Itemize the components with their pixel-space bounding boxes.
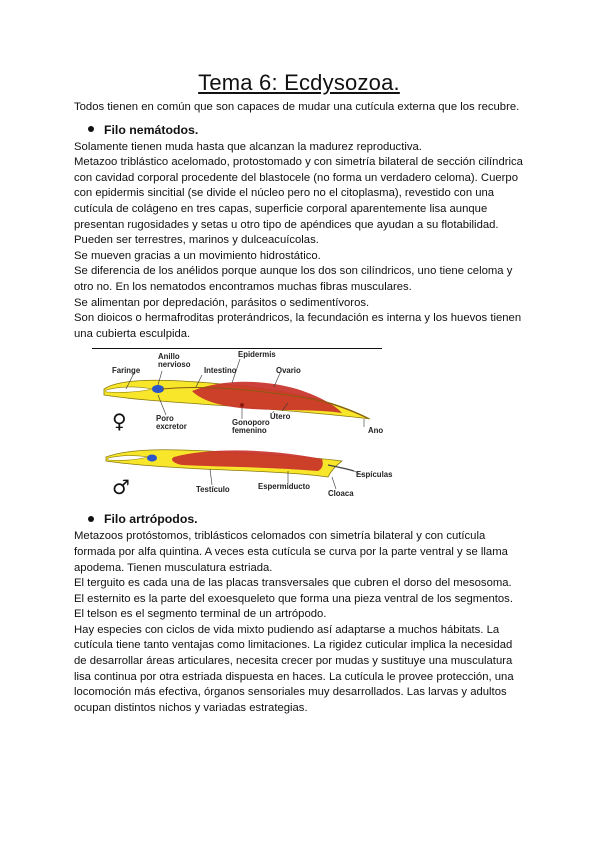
nematodos-paragraph: Metazoo triblástico acelomado, protostomado y con simetría bilateral de sección cilíndrica con cavidad corporal procedente del blastocele (no forma un verdadero celoma). Cuerpo con epidermis sincitial (se divide el núcleo pero no el citoplasma), revestido con una cutícula de colágeno en tres capas, superficie corporal aparentemente lisa aunque presentan rugosidades y setas u otro tipo de apéndices que ayudan a su flotabilidad. [74,156,523,231]
female-worm [104,381,370,420]
document-page [74,70,524,716]
female-ovary-uterus [192,382,342,413]
label-espermiducto: Espermiducto [258,482,310,492]
label-faringe: Faringe [112,366,141,376]
label-cloaca: Cloaca [328,489,354,499]
artropodos-paragraph: Hay especies con ciclos de vida mixto pudiendo así adaptarse a muchos hábitats. La cutícula tiene tanto ventajas como limitaciones. La rigidez cuticular implica la necesidad de desarrollar áreas articulares, necesita crecer por mudas y sustituye una musculatura lisa continua por otra estriada dispuesta en haces. La cutícula le provee protección, una locomoción más efectiva, órganos sensoriales muy desarrollados. Las larvas y adultos ocupan distintos nichos y variadas estrategias. [74,623,514,714]
bullet-icon [88,516,94,522]
male-worm [106,450,354,477]
label-gonoporo-femenino: Gonoporo femenino [232,418,270,436]
label-espiculas: Espículas [356,470,393,480]
label-testiculo: Testículo [196,485,230,495]
page-title: Tema 6: Ecdysozoa. [198,70,400,95]
artropodos-paragraph: Metazoos protóstomos, triblásticos celomados con simetría bilateral y con cutícula formada por alfa quintina. A veces esta cutícula se curva por la parte ventral y se llama apodema. Tienen musculatura estriada. [74,530,508,574]
nematode-diagram [92,348,393,505]
artropodos-paragraph: El terguito es cada una de las placas transversales que cubren el dorso del mesosoma. El esternito es la parte del exoesqueleto que forma una pieza ventral de los segmentos. El telson es el segmento terminal de un artrópodo. [74,577,513,621]
label-ovario: Ovario [276,366,301,376]
label-intestino: Intestino [204,366,237,376]
leader-line [210,469,212,485]
intro-paragraph: Todos tienen en común que son capaces de mudar una cutícula externa que los recubre. [74,101,520,113]
label-poro-excretor: Poro excretor [156,414,187,432]
label-utero: Útero [270,412,291,422]
nematodos-paragraph: Se diferencia de los anélidos porque aunque los dos son cilíndricos, uno tiene celoma y otro no. En los nematodos encontramos muchas fibras musculares. [74,265,513,293]
female-gonopore [240,403,244,407]
section-heading-artropodos: Filo artrópodos. [88,511,524,527]
nematodos-paragraph: Se alimentan por depredación, parásitos o sedimentívoros. [74,296,370,309]
nematodos-paragraph: Son dioicos o hermafroditas proterándricos, la fecundación es interna y los huevos tienen una cubierta esculpida. [74,312,522,340]
nematodos-paragraph: Solamente tienen muda hasta que alcanzan la madurez reproductiva. [74,140,422,153]
bullet-icon [88,126,94,132]
label-anillo-nervioso: Anillo nervioso [158,352,191,370]
label-epidermis: Epidermis [238,350,276,360]
male-symbol-icon: ♂ [112,475,130,500]
leader-line [332,477,336,489]
nematodos-paragraph: Se mueven gracias a un movimiento hidrostático. [74,249,321,262]
nematodos-paragraph: Pueden ser terrestres, marinos y dulceacuícolas. [74,234,319,247]
male-nerve-ring [147,455,157,462]
label-ano: Ano [368,426,384,436]
section-heading-nematodos: Filo nemátodos. [88,122,524,138]
female-symbol-icon: ♀ [112,409,127,434]
